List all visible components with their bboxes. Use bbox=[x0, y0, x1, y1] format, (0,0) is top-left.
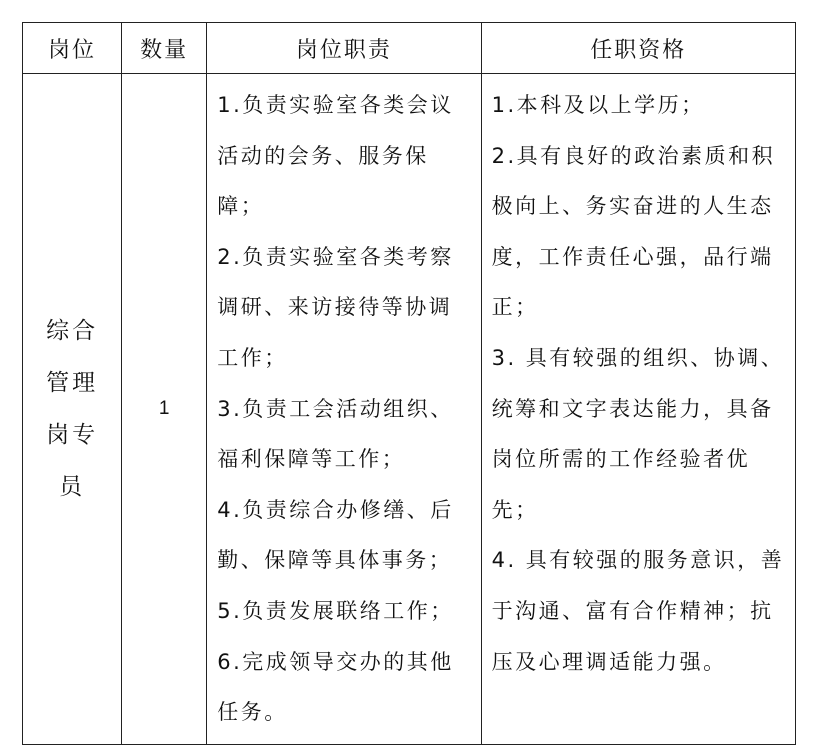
position-name: 综合管理岗专员 bbox=[46, 317, 99, 500]
header-qualifications: 任职资格 bbox=[481, 23, 795, 74]
qualification-item: 1.本科及以上学历； bbox=[491, 93, 705, 117]
duty-item: 6.完成领导交办的其他任务。 bbox=[217, 649, 454, 725]
duty-item: 1.负责实验室各类会议活动的会务、服务保障； bbox=[217, 93, 454, 219]
qualification-item: 3. 具有较强的组织、协调、统筹和文字表达能力，具备岗位所需的工作经验者优先； bbox=[491, 345, 785, 522]
header-position: 岗位 bbox=[23, 23, 122, 74]
quantity-cell: 1 bbox=[122, 74, 207, 745]
position-cell bbox=[23, 74, 122, 745]
header-row bbox=[23, 23, 796, 74]
job-table bbox=[22, 22, 796, 745]
duty-item: 4.负责综合办修缮、后勤、保障等具体事务； bbox=[217, 497, 454, 573]
duty-item: 2.负责实验室各类考察调研、来访接待等协调工作； bbox=[217, 244, 454, 370]
qualifications-cell bbox=[481, 74, 795, 745]
table-row bbox=[23, 74, 796, 745]
duty-item: 3.负责工会活动组织、福利保障等工作； bbox=[217, 396, 454, 472]
qualification-item: 4. 具有较强的服务意识，善于沟通、富有合作精神；抗压及心理调适能力强。 bbox=[491, 548, 785, 674]
duty-item: 5.负责发展联络工作； bbox=[217, 598, 454, 623]
duties-cell bbox=[207, 74, 481, 745]
qualification-item: 2.具有良好的政治素质和积极向上、务实奋进的人生态度，工作责任心强，品行端正； bbox=[491, 143, 776, 320]
header-quantity: 数量 bbox=[122, 23, 207, 74]
header-duties: 岗位职责 bbox=[207, 23, 481, 74]
